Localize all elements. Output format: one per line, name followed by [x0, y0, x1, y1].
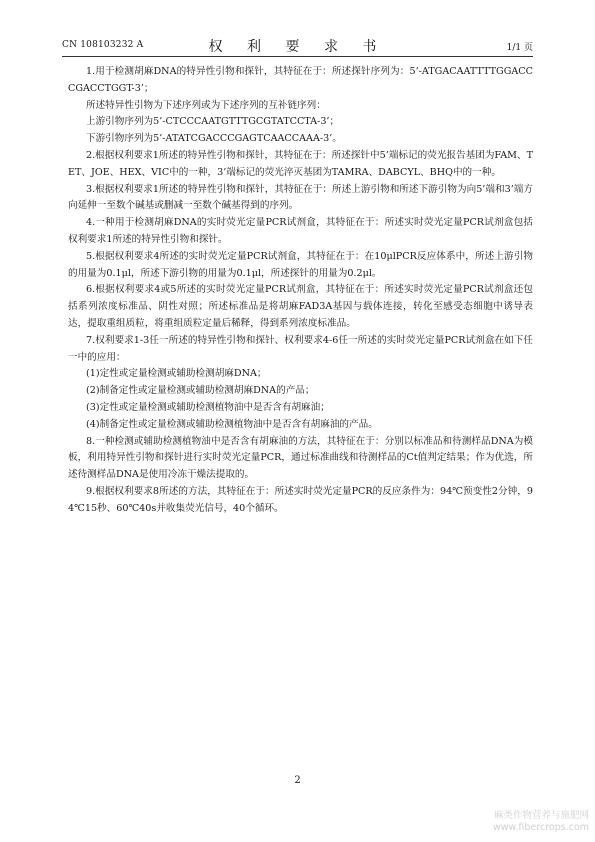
claim-subline: 所述特异性引物为下述序列或为下述序列的互补链序列：	[86, 99, 326, 111]
claim-subline: (4)制备定性或定量检测或辅助检测植物油中是否含有胡麻油的产品。	[86, 418, 378, 430]
claim-4	[68, 215, 533, 249]
claim-6	[68, 282, 533, 332]
claim-8	[68, 434, 533, 484]
page-number: 2	[294, 775, 301, 786]
claims-body	[68, 64, 533, 518]
header-divider	[62, 56, 533, 57]
page-header	[62, 36, 533, 54]
watermark-site-name: 麻类作物营养与施肥网	[493, 810, 589, 821]
claim-text: 3.根据权利要求1所述的特异性引物和探针，其特征在于：所述上游引物和所述下游引物为向5’端和3’端方向延伸一至数个碱基或删减一至数个碱基得到的序列。	[68, 183, 533, 212]
claim-3	[68, 182, 533, 216]
claim-subline: (1)定性或定量检测或辅助检测胡麻DNA；	[86, 368, 267, 380]
claim-1	[68, 64, 533, 148]
claim-text: 7.权利要求1-3任一所述的特异性引物和探针、权利要求4-6任一所述的实时荧光定量PCR试剂盒在如下任一中的应用：	[68, 334, 533, 363]
claim-text: 9.根据权利要求8所述的方法，其特征在于：所述实时荧光定量PCR的反应条件为：94℃预变性2分钟，94℃15秒、60℃40s并收集荧光信号，40个循环。	[68, 485, 533, 514]
claim-text: 4.一种用于检测胡麻DNA的实时荧光定量PCR试剂盒，其特征在于：所述实时荧光定量PCR试剂盒包括权利要求1所述的特异性引物和探针。	[68, 217, 533, 245]
claim-subline: (2)制备定性或定量检测或辅助检测胡麻DNA的产品；	[86, 385, 315, 397]
claim-subline: 上游引物序列为5’-CTCCCAATGTTTGCGTATCCTA-3’；	[86, 116, 340, 128]
claim-text: 6.根据权利要求4或5所述的实时荧光定量PCR试剂盒，其特征在于：所述实时荧光定量PCR试剂盒还包括系列浓度标准品、阴性对照；所述标准品是将胡麻FAD3A基因与载体连接，转化至感受态细胞中诱导表达，提取重组质粒，将重组质粒定量后稀释，得到系列浓度标准品。	[68, 284, 533, 329]
claim-text: 5.根据权利要求4所述的实时荧光定量PCR试剂盒，其特征在于：在10μlPCR反应体系中，所述上游引物的用量为0.1μl，所述下游引物的用量为0.1μl，所述探针的用量为0.2μl。	[68, 250, 533, 279]
claim-text: 1.用于检测胡麻DNA的特异性引物和探针，其特征在于：所述探针序列为：5’-ATGACAATTTTGGACCCGACCTGGT-3’；	[68, 66, 533, 94]
claim-text: 2.根据权利要求1所述的特异性引物和探针，其特征在于：所述探针中5’端标记的荧光报告基团为FAM、TET、JOE、HEX、VIC中的一种，3’端标记的荧光淬灭基团为TAMRA、DABCYL、BHQ中的一种。	[68, 149, 533, 178]
claim-text: 8.一种检测或辅助检测植物油中是否含有胡麻油的方法，其特征在于：分别以标准品和待测样品DNA为模板，利用特异性引物和探针进行实时荧光定量PCR，通过标准曲线和待测样品的Ct值判定结果；作为优选，所述待测样品DNA是使用冷冻干燥法提取的。	[68, 435, 533, 481]
publication-number: CN 108103232 A	[62, 40, 144, 50]
document-title: 权 利 要 求 书	[208, 39, 387, 55]
claim-subline: 下游引物序列为5’-ATATCGACCCGAGTCAACCAAA-3’。	[86, 133, 342, 145]
claim-5	[68, 249, 533, 283]
claim-9	[68, 484, 533, 518]
site-watermark	[493, 810, 589, 834]
watermark-url: www.fibercrops.com	[492, 822, 589, 833]
page-indicator: 1/1 页	[506, 43, 533, 53]
claim-2	[68, 148, 533, 182]
claim-subline: (3)定性或定量检测或辅助检测植物油中是否含有胡麻油；	[86, 401, 330, 413]
claim-7	[68, 333, 533, 434]
